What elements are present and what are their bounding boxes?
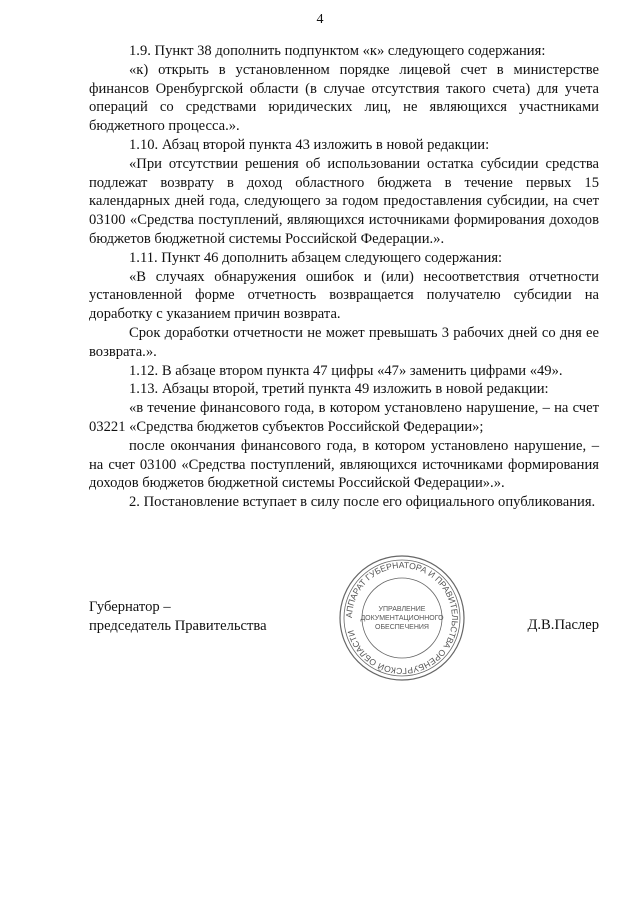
position-line: Губернатор – xyxy=(89,599,171,615)
paragraph: «В случаях обнаружения ошибок и (или) несоответствия отчетности установленной форме отчетность возвращается получателю субсидии на доработку с указанием причин возврата. xyxy=(89,268,599,323)
page-number: 4 xyxy=(316,12,324,27)
paragraph: 1.12. В абзаце втором пункта 47 цифры «47» заменить цифрами «49». xyxy=(129,362,563,379)
paragraph: «При отсутствии решения об использовании остатка субсидии средства подлежат возврату в доход областного бюджета в течение первых 15 календарных дней года, следующего за годом предоставления субсидии, на счет 03100 «Средства поступлений, являющихся источниками формирования доходов бюджетов бюджетной системы Российской Федерации.». xyxy=(89,155,599,247)
stamp-ring-text: АППАРАТ ГУБЕРНАТОРА И ПРАВИТЕЛЬСТВА ОРЕНБУРГСКОЙ ОБЛАСТИ xyxy=(343,559,461,677)
signatory-name: Д.В.Паслер xyxy=(527,617,599,633)
paragraph: Срок доработки отчетности не может превышать 3 рабочих дней со дня ее возврата.». xyxy=(89,324,599,360)
paragraph: 1.11. Пункт 46 дополнить абзацем следующего содержания: xyxy=(129,249,503,266)
stamp-center-line: ОБЕСПЕЧЕНИЯ xyxy=(375,624,429,631)
official-stamp xyxy=(337,553,467,683)
paragraph: 1.9. Пункт 38 дополнить подпунктом «к» следующего содержания: xyxy=(129,43,546,59)
signatory-position xyxy=(89,598,267,636)
position-line: председатель Правительства xyxy=(89,618,267,634)
document-body xyxy=(89,42,599,512)
paragraph: «к) открыть в установленном порядке лицевой счет в министерстве финансов Оренбургской области (в случае отсутствия такого счета) для учета операций со средствами юридических лиц, не являющихся участниками бюджетного процесса.». xyxy=(89,61,599,135)
paragraph: после окончания финансового года, в котором установлено нарушение, – на счет 03100 «Средства поступлений, являющихся источниками формирования доходов бюджетов бюджетной системы Российской Федерации».». xyxy=(89,437,599,492)
paragraph: 2. Постановление вступает в силу после его официального опубликования. xyxy=(129,494,596,511)
paragraph: «в течение финансового года, в котором установлено нарушение, – на счет 03221 «Средства бюджетов субъектов Российской Федерации»; xyxy=(89,400,599,435)
paragraph: 1.10. Абзац второй пункта 43 изложить в новой редакции: xyxy=(129,136,490,153)
stamp-center-line: ДОКУМЕНТАЦИОННОГО xyxy=(360,615,444,622)
stamp-center-line: УПРАВЛЕНИЕ xyxy=(378,606,426,613)
paragraph: 1.13. Абзацы второй, третий пункта 49 изложить в новой редакции: xyxy=(129,381,549,398)
